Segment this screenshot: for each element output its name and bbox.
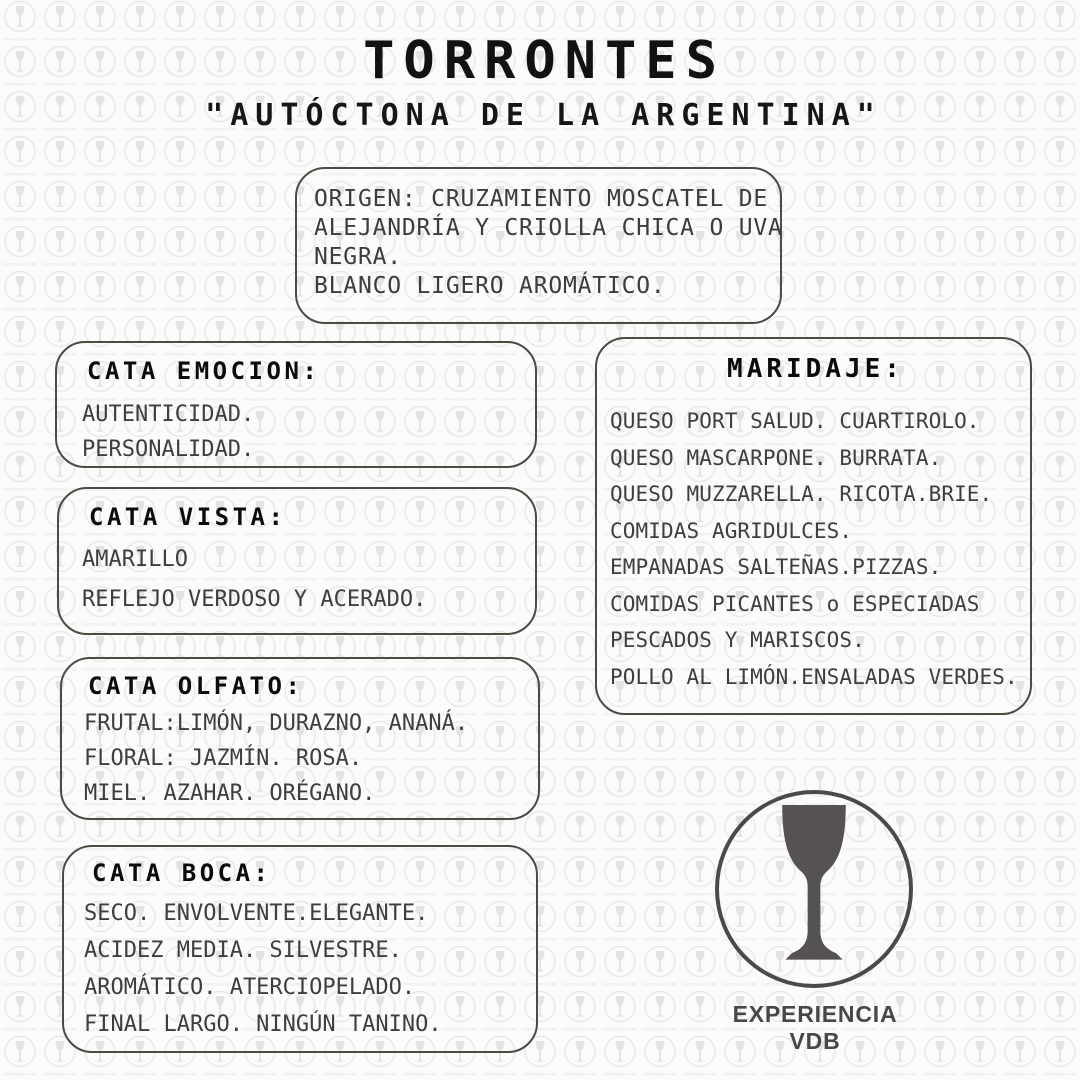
section-line: AUTENTICIDAD. [82,402,255,427]
section-header: CATA BOCA: [92,859,272,887]
section-line: PESCADOS Y MARISCOS. [610,628,865,652]
section-header: MARIDAJE: [727,354,904,384]
origin-line: ORIGEN: CRUZAMIENTO MOSCATEL DE [314,186,769,212]
section-line: REFLEJO VERDOSO Y ACERADO. [82,587,427,612]
origin-line: ALEJANDRÍA Y CRIOLLA CHICA O UVA [314,215,783,241]
section-line: FLORAL: JAZMÍN. ROSA. [84,746,363,771]
section-line: QUESO MASCARPONE. BURRATA. [610,445,942,470]
section-line: ACIDEZ MEDIA. SILVESTRE. [84,938,402,963]
section-line: EMPANADAS SALTEÑAS.PIZZAS. [610,555,942,579]
cata-boca-box [62,845,538,1053]
cata-olfato-box [60,657,540,820]
origin-line: NEGRA. [314,244,402,270]
section-line: COMIDAS PICANTES o ESPECIADAS [610,591,980,616]
cata-vista-box [57,487,537,635]
origin-box [295,167,782,324]
section-header: CATA OLFATO: [88,672,304,700]
section-header: CATA VISTA: [89,503,287,531]
section-line: PERSONALIDAD. [82,437,255,462]
page-title: TORRONTES [363,31,726,91]
section-header: CATA EMOCION: [87,357,321,385]
section-line: AMARILLO [82,547,188,572]
cata-emocion-box [55,341,537,468]
section-line: FRUTAL:LIMÓN, DURAZNO, ANANÁ. [84,711,469,736]
section-line: SECO. ENVOLVENTE.ELEGANTE. [84,901,429,926]
section-line: QUESO PORT SALUD. CUARTIROLO. [610,409,980,433]
section-line: AROMÁTICO. ATERCIOPELADO. [84,975,416,1000]
page-subtitle: "AUTÓCTONA DE LA ARGENTINA" [205,98,882,133]
brand-logo-circle [715,790,913,988]
brand-logo-label: EXPERIENCIA VDB [732,1001,898,1054]
section-line: FINAL LARGO. NINGÚN TANINO. [84,1012,442,1037]
wine-glass-icon [779,805,849,966]
section-line: MIEL. AZAHAR. ORÉGANO. [84,781,376,806]
section-line: QUESO MUZZARELLA. RICOTA.BRIE. [610,482,993,506]
origin-line: BLANCO LIGERO AROMÁTICO. [314,273,666,299]
section-line: COMIDAS AGRIDULCES. [610,518,853,543]
maridaje-box [595,337,1032,715]
section-line: POLLO AL LIMÓN.ENSALADAS VERDES. [610,664,1018,689]
